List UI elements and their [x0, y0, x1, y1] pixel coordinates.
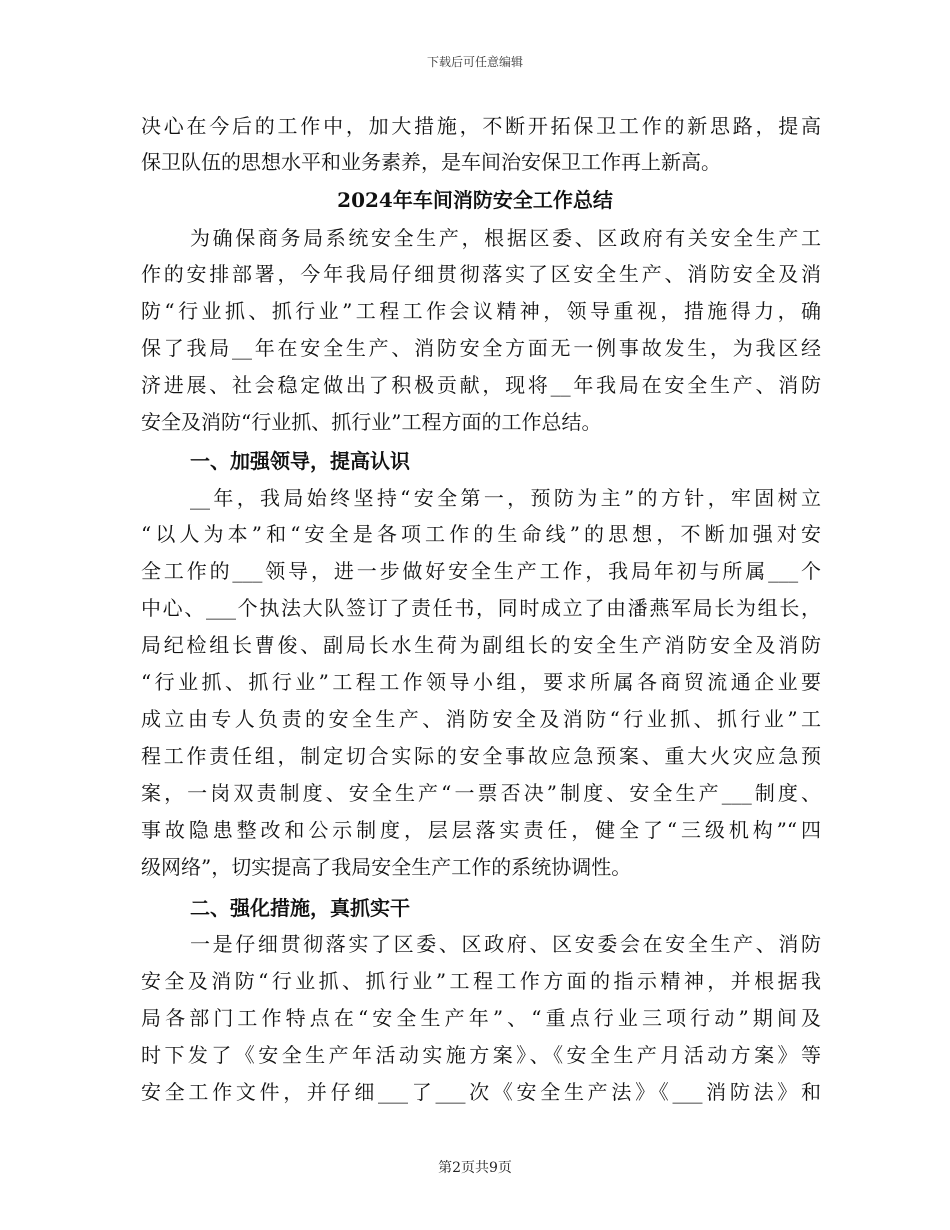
paragraph-line: 局纪检组长曹俊、副局长水生荷为副组长的安全生产消防安全及消防 — [141, 633, 821, 657]
page-footer: 第2页共9页 — [438, 1160, 512, 1176]
paragraph-line: 程工作责任组，制定切合实际的安全事故应急预案、重大火灾应急预 — [141, 744, 821, 768]
paragraph-line: 保了我局__年在安全生产、消防安全方面无一例事故发生，为我区经 — [141, 336, 821, 360]
paragraph-line: 中心、___个执法大队签订了责任书，同时成立了由潘燕军局长为组长， — [141, 596, 821, 620]
paragraph-line: “以人为本”和“安全是各项工作的生命线”的思想，不断加强对安 — [141, 522, 821, 546]
paragraph-line: 安全及消防“行业抓、抓行业”工程工作方面的指示精神，并根据我 — [141, 969, 821, 993]
paragraph-line: __年，我局始终坚持“安全第一，预防为主”的方针，牢固树立 — [190, 486, 821, 510]
document-title: 2024年车间消防安全工作总结 — [337, 188, 613, 212]
paragraph-line: 时下发了《安全生产年活动实施方案》、《安全生产月活动方案》等 — [141, 1043, 821, 1067]
paragraph-line: 保卫队伍的思想水平和业务素养，是车间治安保卫工作再上新高。 — [141, 150, 721, 174]
paragraph-line: 级网络”，切实提高了我局安全生产工作的系统协调性。 — [141, 855, 632, 879]
paragraph-line: 为确保商务局系统安全生产，根据区委、区政府有关安全生产工 — [190, 226, 821, 250]
section-heading-2: 二、强化措施，真抓实干 — [190, 896, 410, 920]
paragraph-line: 作的安排部署，今年我局仔细贯彻落实了区安全生产、消防安全及消 — [141, 262, 821, 286]
paragraph-line: “行业抓、抓行业”工程工作领导小组，要求所属各商贸流通企业要 — [141, 670, 821, 694]
paragraph-line: 安全及消防“行业抓、抓行业”工程方面的工作总结。 — [141, 410, 602, 434]
paragraph-line: 一是仔细贯彻落实了区委、区政府、区安委会在安全生产、消防 — [190, 932, 821, 956]
paragraph-line: 安全工作文件，并仔细___了___次《安全生产法》《___消防法》和 — [141, 1080, 821, 1104]
page-header: 下载后可任意编辑 — [426, 55, 523, 69]
section-heading-1: 一、加强领导，提高认识 — [190, 449, 410, 473]
paragraph-line: 济进展、社会稳定做出了积极贡献，现将__年我局在安全生产、消防 — [141, 373, 821, 397]
paragraph-line: 局各部门工作特点在“安全生产年”、“重点行业三项行动”期间及 — [141, 1006, 821, 1030]
paragraph-line: 成立由专人负责的安全生产、消防安全及消防“行业抓、抓行业”工 — [141, 707, 821, 731]
paragraph-line: 案，一岗双责制度、安全生产“一票否决”制度、安全生产___制度、 — [141, 781, 821, 805]
paragraph-line: 全工作的___领导，进一步做好安全生产工作，我局年初与所属___个 — [141, 559, 821, 583]
paragraph-line: 事故隐患整改和公示制度，层层落实责任，健全了“三级机构”“四 — [141, 818, 821, 842]
paragraph-line: 防“行业抓、抓行业”工程工作会议精神，领导重视，措施得力，确 — [141, 299, 821, 323]
paragraph-line: 决心在今后的工作中，加大措施，不断开拓保卫工作的新思路，提高 — [141, 114, 821, 138]
